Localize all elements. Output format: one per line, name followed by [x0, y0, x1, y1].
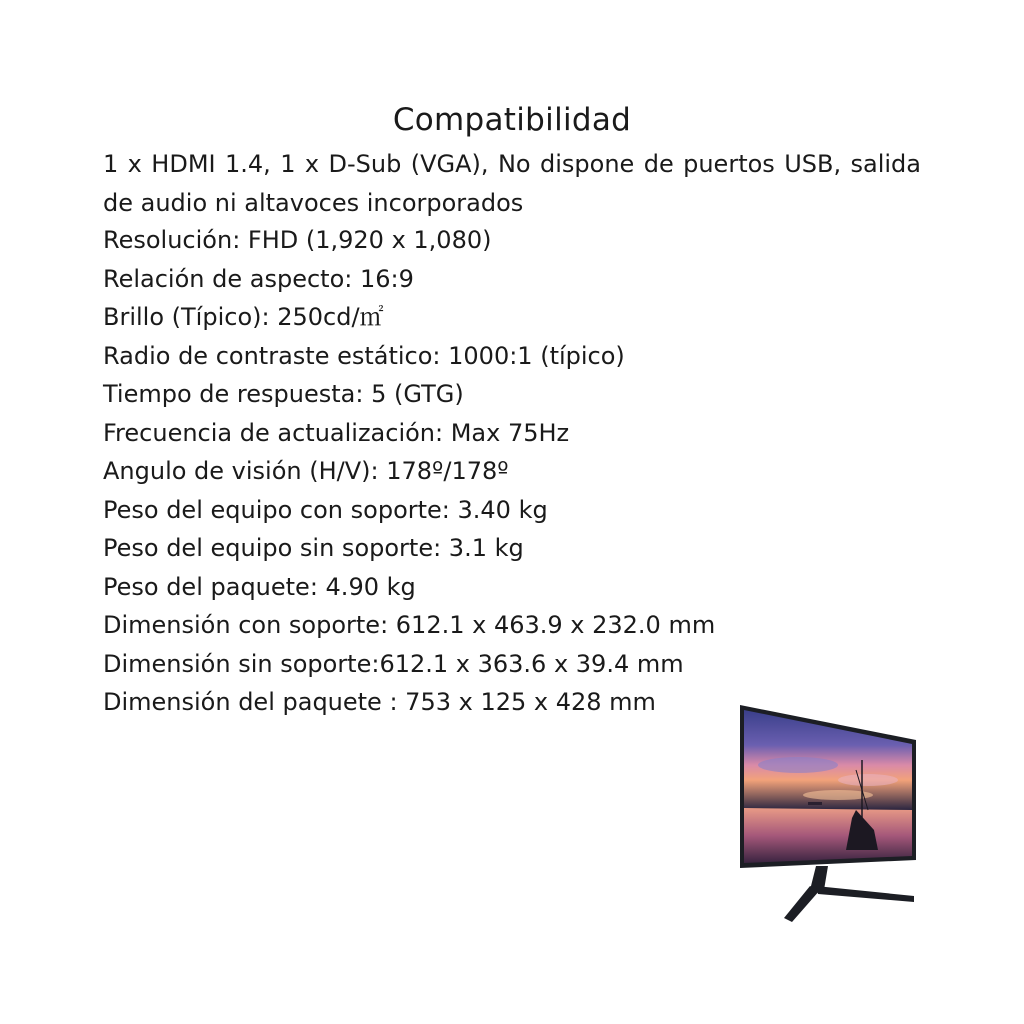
spec-weight-without-stand: Peso del equipo sin soporte: 3.1 kg [103, 534, 524, 562]
spec-viewing-angle: Angulo de visión (H/V): 178º/178º [103, 457, 509, 485]
spec-resolution: Resolución: FHD (1,920 x 1,080) [103, 226, 492, 254]
spec-package-dimension: Dimensión del paquete : 753 x 125 x 428 mm [103, 688, 656, 716]
spec-dimension-with-stand: Dimensión con soporte: 612.1 x 463.9 x 232.0 mm [103, 611, 716, 639]
spec-list [103, 221, 921, 722]
spec-dimension-without-stand: Dimensión sin soporte:612.1 x 363.6 x 39.4 mm [103, 649, 684, 678]
monitor-stand-foot-left [784, 886, 820, 922]
monitor-stand-foot-right [816, 886, 914, 902]
spec-brightness: Brillo (Típico): 250cd/㎡ [103, 303, 384, 331]
monitor-image [728, 700, 928, 930]
spec-refresh-rate: Frecuencia de actualización: Max 75Hz [103, 418, 570, 447]
page-title: Compatibilidad [392, 102, 632, 138]
spec-contrast-ratio: Radio de contraste estático: 1000:1 (típico) [103, 341, 625, 370]
spec-aspect-ratio: Relación de aspecto: 16:9 [103, 264, 414, 293]
spec-package-weight: Peso del paquete: 4.90 kg [103, 572, 416, 601]
monitor-screen-water [744, 808, 912, 863]
connectivity-description: 1 x HDMI 1.4, 1 x D-Sub (VGA), No dispone de puertos USB, salida de audio ni altavoces incorporados [103, 150, 921, 217]
spec-weight-with-stand: Peso del equipo con soporte: 3.40 kg [103, 495, 548, 524]
spec-response-time: Tiempo de respuesta: 5 (GTG) [103, 380, 464, 408]
